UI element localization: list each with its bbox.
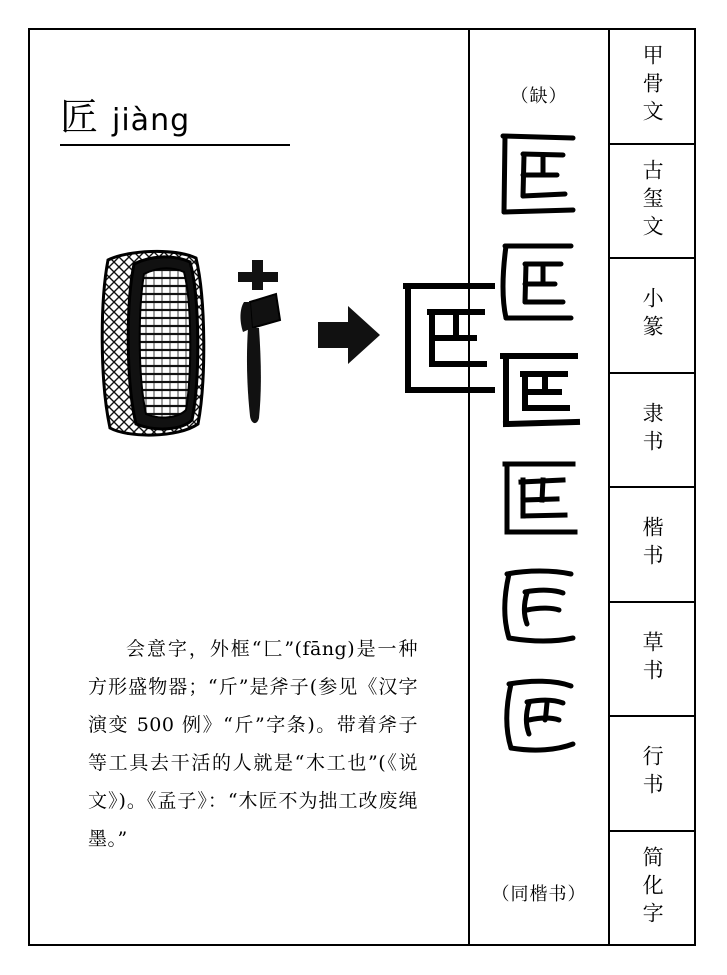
glyph-guxiwen [487,122,591,226]
illustration [56,210,446,490]
glyph-caoshu [487,554,591,658]
tab-guxiwen[interactable] [610,145,694,260]
glyph-lishu [487,338,591,442]
headword [60,95,290,146]
tab-label: 古玺文 [640,158,665,243]
tab-label: 简化字 [640,845,665,930]
tab-lishu[interactable] [610,374,694,489]
explanation-text: 会意字，外框“匚”(fāng)是一种方形盛物器；“斤”是斧子(参见《汉字演变 500 例》“斤”字条)。带着斧子等工具去干活的人就是“木工也”(《说文》)。《孟子》：“木匠不为拙工改废绳墨。” [88,638,418,850]
right-arrow-icon [314,300,384,370]
axe-icon [226,258,296,438]
tab-label: 草书 [640,630,665,687]
tab-caoshu[interactable] [610,603,694,718]
glyph-xingshu [487,662,591,766]
tab-jiaguwen[interactable] [610,30,694,145]
tab-kaishu[interactable] [610,488,694,603]
entry-main-panel [30,30,470,944]
glyph-kaishu [487,446,591,550]
evolution-column [470,30,610,944]
tab-label: 小篆 [640,287,665,344]
headword-pinyin: jiàng [112,103,191,138]
basket-icon [94,242,214,442]
tab-label: 甲骨文 [640,44,665,129]
script-tabs [610,30,694,944]
tab-label: 楷书 [640,516,665,573]
glyph-xiaozhuan [487,230,591,334]
tab-jianhuazi[interactable] [610,832,694,945]
tab-label: 隶书 [640,401,665,458]
tab-label: 行书 [640,745,665,802]
evolution-top-note: （缺） [510,86,568,107]
tab-xiaozhuan[interactable] [610,259,694,374]
headword-character: 匠 [60,95,99,139]
tab-xingshu[interactable] [610,717,694,832]
glyph-stack [487,122,591,766]
evolution-bottom-note: （同楷书） [491,884,587,905]
dictionary-page [28,28,696,946]
